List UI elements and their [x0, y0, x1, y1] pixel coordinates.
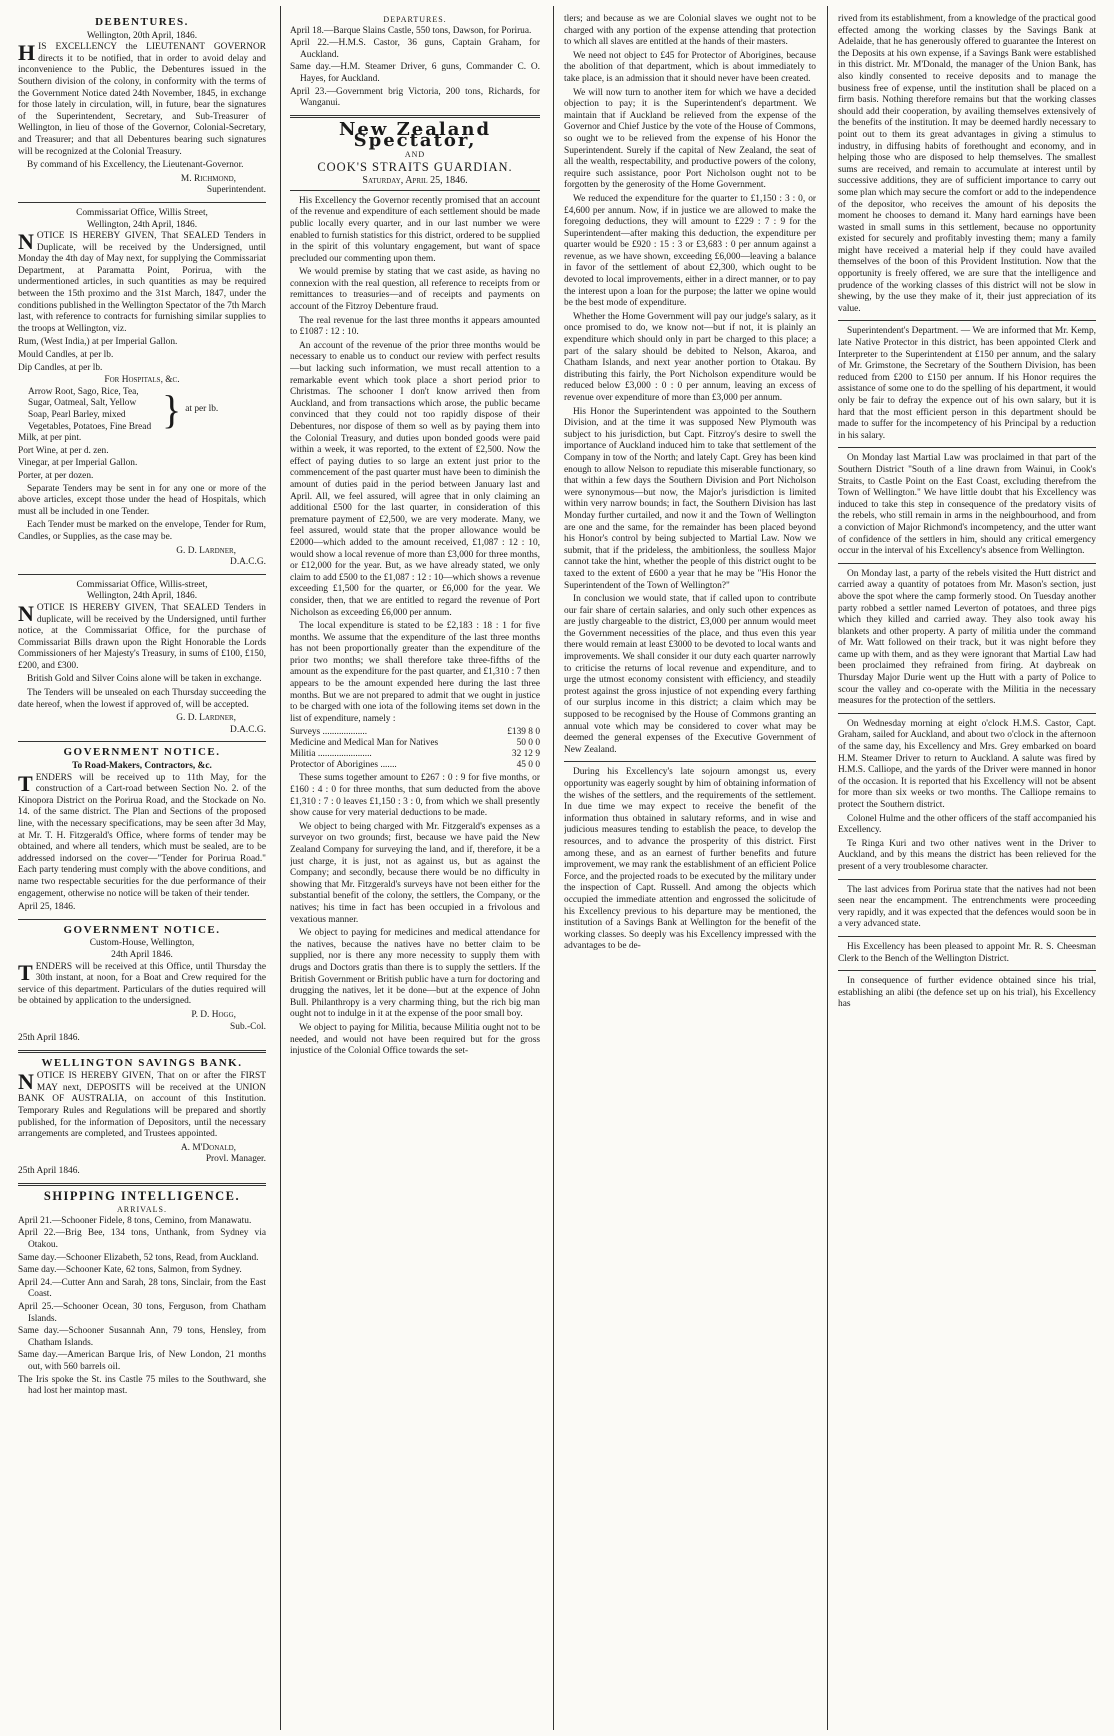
notice-heading: GOVERNMENT NOTICE. — [63, 923, 221, 936]
divider — [18, 1183, 266, 1186]
column-3 — [564, 14, 816, 1726]
divider — [290, 190, 540, 191]
masthead-title: New Zealand Spectator, — [338, 118, 492, 152]
column-4 — [838, 14, 1096, 1726]
arrival-entry: April 21.—Schooner Fidele, 8 tons, Cemino, from Manawatu. — [18, 1215, 252, 1226]
departure-entry: Same day.—H.M. Steamer Driver, 6 guns, Commander C. O. Hayes, for Auckland. — [290, 62, 540, 84]
notice-body: OTICE IS HEREBY GIVEN, That on or after the FIRST MAY next, DEPOSITS will be received at the UNION BANK OF AUSTRALIA, on account of this Institution. Temporary Rules and Regulations will be prepared and shortly published, for the information of Depositors, until the necessary arrangements are completed, and Trustees appointed. — [18, 1071, 266, 1140]
supply-item: Port Wine, at per d. zen. — [18, 445, 109, 456]
departure-entry: April 23.—Government brig Victoria, 200 tons, Richards, for Wanganui. — [290, 86, 540, 109]
column-rule — [827, 6, 828, 1730]
divider — [838, 879, 1096, 880]
editorial-paragraph: rived from its establishment, from a knowledge of the practical good effected among the working classes by the Savings Bank at Adelaide, that he has generously offered to guarantee the Interest on the Deposits at his own expense, if a Savings Bank were established in this district. Mr. M'Donald, the manager of the Union Bank, has also kindly consented to receive deposits and to manage the business free of expense, until the institution shall be placed on a firm basis. Nothing therefore remains but that the working classes should add their cooperation, by availing themselves extensively of the benefits of the institution. It may be deemed hardly necessary to point out to them its great advantages in giving a stimulus to industry, in diffusing habits of forethought and economy, and in helping those who are disposed to help themselves. The smallest sums are received, and remain to accumulate at interest until by successive additions, they are of sufficient importance to carry out some plan which may secure the comfort or add to the independence of the depositor, who receives the amount of his deposits the moment he chooses to demand it. Many hard earnings have been wasted in small sums in this settlement, because no opportunity existed for securely and profitably investing them; many a family might have received a material help if they could have availed themselves of the boon of this Provident Institution. Now that the opportunity is freely offered, we are sure that the intelligence and prudence of the working classes of this district will not be slow in shewing, by the use they make of it, their just appreciation of its value. — [838, 14, 1096, 314]
expense-row — [290, 727, 540, 738]
notice-body: IS EXCELLENCY the LIEUTENANT GOVERNOR directs it to be notified, that in order to avoid delay and inconvenience to the Public, the Debentures issued in the Southern division of the colony, in conformity with the terms of the Government Notice dated 24th November, 1845, in exchange for those lately in circulation, will, in future, bear the signatures of the Superintendent, Secretary, and Sub-Treasurer of Wellington, in lieu of those of the Governor, Colonial-Secretary, and Treasurer; and that all Debentures bearing such signatures will be recognized at the Colonial Treasury. — [18, 42, 266, 157]
editorial-paragraph: His Honor the Superintendent was appointed to the Southern Division, and at the time it was supposed New Plymouth was subject to his jurisdiction, but Capt. Fitzroy's desire to swell the importance of Auckland induced him to take that settlement of the Company in tow of the North; and lately Capt. Grey has been kind enough to allow Nelson to repudiate this miserable functionary, so that within a few days the Southern Division and Port Nicholson were synonymous—but now, the Major's jurisdiction is limited within very narrow bounds; in fact, the Southern Division has last Monday further curtailed, and now it and the Town of Wellington are one and the same, for the remainder has been placed beyond his Honor's control by being subjected to Martial Law. Now we submit, that if the prideless, the ambitionless, the soulless Major cannot take the hint, whether the people of this district ought to be taxed to the extent of £600 a year that he may be "His Honor the Superintendent of the Town of Wellington?" — [564, 406, 816, 591]
editorial-paragraph: The real revenue for the last three months it appears amounted to £1087 : 12 : 10. — [290, 315, 540, 338]
editorial-paragraph: tlers; and because as we are Colonial slaves we ought not to be charged with any portion of the expense attending that protection to which all slaves are entitled at the hands of their masters. — [564, 14, 816, 48]
editorial-paragraph: Whether the Home Government will pay our judge's salary, as it once promised to do, we know not—but if not, it is plainly an expenditure which should only in part be charged to this place; a part of the salary should be debited to Nelson, Akaroa, and Chatham Islands, and next year another portion to Otakau. By distributing this fairly, the Port Nicholson expenditure would be reduced below £3,000 : 0 : 0 per annum, leaving an excess of revenue over expenditure of more than £3,000 per annum. — [564, 311, 816, 403]
supply-item: Mould Candles, at per lb. — [18, 350, 114, 361]
dateline: Wellington, 24th April, 1846. — [86, 591, 198, 602]
notice-date: 25th April 1846. — [18, 1166, 80, 1177]
hospital-items-list: Arrow Root, Sago, Rice, Tea, Sugar, Oatmeal, Salt, Yellow Soap, Pearl Barley, mixed Vegetables, Potatoes, Fine Bread — [28, 386, 152, 432]
supply-item: Dip Candles, at per lb. — [18, 362, 103, 373]
news-item: The last advices from Porirua state that the natives had not been seen near the encampment. The entrenchments were proceeding very rapidly, and it was expected that the defences would soon be in a very advanced state. — [838, 884, 1096, 930]
editorial-paragraph: During his Excellency's late sojourn amongst us, every opportunity was eagerly sought by him of obtaining information of the wishes of the settlers, and the requirements of the settlement. In due time we may expect to receive the benefit of the information thus obtained in salutary reforms, and in wise and judicious measures tending to establish the peace, to develop the resources, and to advance the prosperity of this district. First among these, and as an earnest of further benefits and future improvement, we may rank the establishment of an efficient Police Force, and the projected roads to be executed by the military under the inspection of Capt. Russell. And among the objects which occupied the immediate attention and engrossed the solicitude of his Excellency previous to his departure may be mentioned, the institution of a Savings Bank at Wellington for the benefit of the working classes. So deeply was his Excellency impressed with the advantages to be de- — [564, 767, 816, 952]
expense-amount: 32 12 9 — [511, 749, 540, 760]
shipping-intelligence — [18, 1188, 266, 1398]
divider — [18, 741, 266, 742]
notice-body: Separate Tenders may be sent in for any one or more of the above articles, except those under the head of Hospitals, which must all be included in one Tender. — [18, 483, 266, 517]
address: Commissariat Office, Willis-street, — [76, 579, 208, 590]
commissariat-notice-2 — [18, 580, 266, 737]
notice-heading: WELLINGTON SAVINGS BANK. — [41, 1056, 243, 1069]
expense-row — [290, 760, 540, 771]
divider — [290, 115, 540, 118]
arrival-entry: The Iris spoke the St. ins Castle 75 miles to the Southward, she had lost her maintop mast. — [18, 1374, 266, 1397]
divider — [18, 574, 266, 575]
expense-label: Militia ....................... — [290, 749, 372, 760]
expense-amount: 45 0 0 — [516, 760, 540, 771]
notice-body: OTICE IS HEREBY GIVEN, That SEALED Tenders in duplicate, will be received by the Undersigned, until further notice, at the Commissariat Office, for the purchase of Commissariat Bills drawn upon the Right Honorable the Lords Commissioners of her Majesty's Treasury, in sums of £100, £150, £200, and £300. — [18, 602, 266, 671]
signature-title: Provl. Manager. — [205, 1154, 266, 1165]
news-item: On Monday last, a party of the rebels visited the Hutt district and carried away a quantity of potatoes from Mr. Mason's section, just above the spot where the camp formerly stood. On Tuesday another party robbed a settler named Leverton of potatoes, and three pigs which they killed and carried away. They also took away his blankets and other property. A party of militia under the command of Mr. Watt followed on their track, but it was night before they came up with them, and as they were ignorant that Martial Law had been proclaimed they refrained from firing. At daybreak on Thursday Major Durie went up the Hutt with a party of Police to scour the valley and co-operate with the Militia in the necessary measures for the protection of the settlers. — [838, 568, 1096, 707]
supply-item: Rum, (West India,) at per Imperial Gallon. — [18, 337, 178, 348]
commissariat-notice-1 — [18, 208, 266, 569]
expense-label: Protector of Aborigines ....... — [290, 760, 397, 771]
expense-label: Medicine and Medical Man for Natives — [290, 738, 439, 749]
notice-subheading: To Road-Makers, Contractors, &c. — [72, 761, 212, 772]
notice-heading: GOVERNMENT NOTICE. — [63, 746, 221, 759]
government-notice-roads — [18, 747, 266, 913]
news-item: Te Ringa Kuri and two other natives went in the Driver to Auckland, and by this means the district has been relieved for the present of a very troublesome character. — [838, 838, 1096, 872]
editorial-paragraph: We object to paying for Militia, because Militia ought not to be needed, and would not have been required but for the gross injustice of the Colonial Office towards the set- — [290, 1022, 540, 1057]
divider — [18, 202, 266, 203]
savings-bank-notice — [18, 1058, 266, 1178]
drop-cap: T — [18, 770, 33, 796]
column-rule — [553, 6, 554, 1730]
signature-name: G. D. Lardner, — [176, 545, 236, 556]
hospitals-heading: For Hospitals, &c. — [104, 375, 180, 386]
editorial-paragraph: We will now turn to another item for which we have a decided objection to pay; it is the Superintendent's department. We maintain that if Auckland be relieved from the expense of the Governor and Chief Justice by the vote of the House of Commons, so ought we to be relieved from the expense of his Honor the Superintendent. Surely if the capital of New Zealand, the seat of all the wealth, respectability, and productive powers of the colony, require such assistance, poor Port Nicholson ought not to be forgotten by the generosity of the Home Government. — [564, 87, 816, 191]
drop-cap: H — [18, 40, 36, 66]
editorial-paragraph: We would premise by stating that we cast aside, as having no connexion with the real question, all reference to receipts from or remittances to treasuries—and of receipts and payments on account of the Fitzroy Debenture fraud. — [290, 267, 540, 313]
hospital-items — [18, 387, 266, 433]
arrival-entry: Same day.—American Barque Iris, of New London, 21 months out, with 560 barrels oil. — [18, 1350, 266, 1372]
news-item: On Wednesday morning at eight o'clock H.M.S. Castor, Capt. Graham, sailed for Auckland, and about two o'clock in the afternoon of the same day, his Excellency and Mrs. Grey embarked on board H.M. Steamer Driver to return to Auckland. A salute was fired by H.M.S. Calliope, and the yards of the Driver were manned in honor of the occasion. It is reported that his Excellency will not be absent for more than six weeks or two months. The Calliope remains to protect the Southern district. — [838, 718, 1096, 810]
notice-body: British Gold and Silver Coins alone will be taken in exchange. — [27, 674, 262, 685]
editorial-paragraph: His Excellency the Governor recently promised that an account of the revenue and expenditure of each settlement should be made public locally every quarter, and in our last number we were enabled to furnish statistics for this district, ordered to be supplied in the spirit of this voluntary engagement, but want of space precluded our commenting upon them. — [290, 195, 540, 264]
notice-body: ENDERS will be received at this Office, until Thursday the 30th instant, at noon, for a Boat and Crew required for the service of this department. Particulars of the duties required will be obtained by application to the undersigned. — [18, 961, 266, 1007]
arrival-entry: Same day.—Schooner Susannah Ann, 79 tons, Hensley, from Chatham Islands. — [18, 1326, 266, 1348]
news-item: Colonel Hulme and the other officers of the staff accompanied his Excellency. — [838, 813, 1096, 836]
editorial-paragraph: In conclusion we would state, that if called upon to contribute our fair share of certain salaries, and only such other expences as are justly chargeable to the district, £3,000 per annum would meet the Government necessities of the place, and thus even this year there would remain at least £3000 to be devoted to local wants and improvements. We shall consider it our duty each quarter narrowly to criticise the returns of local revenue and expenditure, and to urge the utmost economy consistent with efficiency, and steadily protest against the gross injustice of not expending every farthing of our surplus income in this district; a claim which may be supposed to be recognised by the House of Commons granting an annual vote which may be considered to cover what may be deemed the general expenses of the Executive Government of New Zealand. — [564, 594, 816, 755]
masthead-date: Saturday, April 25, 1846. — [362, 175, 468, 187]
dateline: Wellington, 20th April, 1846. — [86, 30, 198, 41]
arrival-entry: April 22.—Brig Bee, 134 tons, Unthank, from Sydney via Otakou. — [18, 1228, 266, 1250]
divider — [838, 713, 1096, 714]
signature-name: P. D. Hogg, — [191, 1009, 236, 1020]
arrival-entry: April 25.—Schooner Ocean, 30 tons, Ferguson, from Chatham Islands. — [18, 1301, 266, 1324]
notice-command: By command of his Excellency, the Lieutenant-Governor. — [27, 160, 244, 171]
editorial-paragraph: We object to paying for medicines and medical attendance for the natives, because the natives have no better claim to be supplied, nor is there any more necessity to supply them with drugs and Doctors gratis than there is to supply the settlers. If the British Government or British public have a turn for doctoring and drugging the natives, let it be done—but at the expence of John Bull. Philanthropy is a very charming thing, but the rich big man ought not to indulge in it at the expense of the poor small boy. — [290, 928, 540, 1020]
address: Custom-House, Wellington, — [89, 938, 195, 949]
news-item: His Excellency has been pleased to appoint Mr. R. S. Cheesman Clerk to the Bench of the Wellington District. — [838, 941, 1096, 964]
divider — [18, 919, 266, 920]
hospital-rate: at per lb. — [185, 404, 219, 415]
masthead — [290, 118, 540, 187]
news-item: In consequence of further evidence obtained since his trial, establishing an alibi (the defence set up on his trial), his Excellency has — [838, 976, 1096, 1010]
arrival-entry: Same day.—Schooner Kate, 62 tons, Salmon, from Sydney. — [18, 1265, 242, 1276]
address: Commissariat Office, Willis Street, — [76, 207, 208, 218]
shipping-heading: SHIPPING INTELLIGENCE. — [43, 1188, 241, 1203]
dateline: Wellington, 24th April, 1846. — [86, 219, 198, 230]
departure-entry: April 18.—Barque Slains Castle, 550 tons, Dawson, for Porirua. — [290, 25, 532, 36]
departure-entry: April 22.—H.M.S. Castor, 36 guns, Captain Graham, for Auckland. — [290, 38, 540, 60]
notice-body: ENDERS will be received up to 11th May, for the construction of a Cart-road between Section No. 2. of the Kinopora District on the Porirua Road, and the Stockade on No. 14. of the same district. The Plan and Sections of the proposed line, with the necessary specifications, may be seen after 3d May, at Mr. T. H. Fitzgerald's Office, where forms of tender may be obtained, and where all tenders, which must be sealed, are to be addressed indorsed on the cover—"Tender for Porirua Road." Each party tendering must comply with the above conditions, and name two respectable securities for the due performance of their engagement, otherwise no notice will be taken of their tender. — [18, 772, 266, 899]
column-rule — [280, 6, 281, 1730]
divider — [838, 447, 1096, 448]
notice-body: OTICE IS HEREBY GIVEN, That SEALED Tenders in Duplicate, will be received by the Undersigned, until Monday the 4th day of May next, for supplying the Commissariat Department, at Paramatta Point, Porirua, with the undermentioned articles, in such quantities as may be required between the 15th proximo and the 31st March, 1847, under the conditions published in the Wellington Spectator of the 7th March last, with reference to contracts for furnishing similar supplies to the troops at Wellington, viz. — [18, 231, 266, 334]
arrival-entry: April 24.—Cutter Ann and Sarah, 28 tons, Sinclair, from the East Coast. — [18, 1277, 266, 1300]
column-1 — [18, 14, 266, 1726]
divider — [18, 1050, 266, 1053]
arrivals-label: ARRIVALS. — [117, 1205, 167, 1215]
drop-cap: N — [18, 600, 34, 626]
drop-cap: N — [18, 1069, 34, 1095]
column-2 — [290, 14, 540, 1726]
notice-date: April 25, 1846. — [18, 902, 76, 913]
brace-glyph: } — [162, 387, 182, 432]
expense-label: Surveys ................... — [290, 727, 368, 738]
government-notice-customs — [18, 925, 266, 1045]
expenses-table — [290, 727, 540, 771]
debentures-notice — [18, 17, 266, 197]
signature-name: M. Richmond, — [180, 173, 236, 184]
expense-row — [290, 749, 540, 760]
divider — [838, 970, 1096, 971]
signature-title: Sub.-Col. — [230, 1021, 266, 1032]
editorial-paragraph: We reduced the expenditure for the quarter to £1,150 : 3 : 0, or £4,600 per annum. Now, if in justice we are allowed to make the foregoing deductions, they will amount to £229 : 7 : 9 for the Superintendent—after making this deduction, the expenditure per quarter would be £920 : 15 : 3 or £3,683 : 0 per annum against a revenue, as we have shown, exceeding £6,000—leaving a balance in favor of the settlement of about £2,300, which ought to be devoted to local improvements, either in a direct manner, or to pay the interest upon a loan for the purpose; the latter we opine would be the best mode of expenditure. — [564, 193, 816, 309]
dateline: 24th April 1846. — [111, 949, 173, 960]
editorial-paragraph: We object to being charged with Mr. Fitzgerald's expenses as a surveyor on two grounds; first, because we have paid the New Zealand Company for surveying the land, and if, therefore, it be a just charge, it is just, not as against us, but as against the Company; and secondly, because there would be no difficulty in showing that Mr. Fitzgerald's surveys have not been either for the substantial benefit of the colony, the settlers, the Company, or the natives; his time in fact has been occupied in a frivolous and vexatious manner. — [290, 821, 540, 925]
signature-name: A. M'Donald, — [180, 1142, 236, 1153]
signature-name: G. D. Lardner, — [176, 713, 236, 724]
divider — [838, 320, 1096, 321]
notice-body: The Tenders will be unsealed on each Thursday succeeding the date hereof, when the lowest if approved of, will be accepted. — [18, 688, 266, 710]
signature-title: D.A.C.G. — [230, 724, 266, 735]
departures-label: DEPARTURES. — [383, 15, 447, 24]
signature-title: Superintendent. — [206, 185, 266, 196]
notice-body: Each Tender must be marked on the envelope, Tender for Rum, Candles, or Supplies, as the case may be. — [18, 520, 266, 542]
supply-item: Milk, at per pint. — [18, 433, 82, 444]
divider — [564, 761, 816, 762]
masthead-subtitle: COOK'S STRAITS GUARDIAN. — [317, 159, 513, 174]
drop-cap: T — [18, 959, 33, 985]
news-item: On Monday last Martial Law was proclaimed in that part of the Southern District "South of a line drawn from Wainui, in Cook's Straits, to Castle Point on the East Coast, excluding therefrom the Town of Wellington." We have little doubt that his Excellency was induced to take this step in consequence of the predatory visits of the rebels, who still remain in arms in the neighbourhood, and from a conviction of Major Richmond's incompetency, and the utter want of confidence of the settlers in him, should any critical emergency occur in the interval of his Excellency's absence from Wellington. — [838, 453, 1096, 557]
masthead-and: AND — [404, 149, 426, 159]
expense-amount: £139 8 0 — [507, 727, 540, 738]
supply-item: Vinegar, at per Imperial Gallon. — [18, 458, 138, 469]
arrival-entry: Same day.—Schooner Elizabeth, 52 tons, Read, from Auckland. — [18, 1252, 259, 1263]
notice-date: 25th April 1846. — [18, 1033, 80, 1044]
divider — [838, 936, 1096, 937]
editorial-paragraph: These sums together amount to £267 : 0 : 9 for five months, or £160 : 4 : 0 for three months, that sum deducted from the above £1,310 : 7 : 0 leaves £1,150 : 3 : 0, from which we shall presently show cause for very material deductions to be made. — [290, 773, 540, 819]
divider — [838, 563, 1096, 564]
editorial-paragraph: We need not object to £45 for Protector of Aborigines, because the abolition of that department, which is about immediately to take place, is an admission that it should never have been created. — [564, 50, 816, 84]
editorial-paragraph: The local expenditure is stated to be £2,183 : 18 : 1 for five months. We assume that the expenditure of the last three months has not been proportionally greater than the expenditure of the prior two months; we shall therefore take three-fifths of the amount as the expenditure for the past quarter, and £1,310 : 7 then appears to be the amount expended here during the last three months. But we are not prepared to admit that we ought in justice to be charged with one iota of the following items set down in the list of expenditure, namely : — [290, 621, 540, 724]
editorial-paragraph: An account of the revenue of the prior three months would be necessary to enable us to conduct our review with perfect results—but lacking such information, we must recall attention to a remarkable event which took place a short period prior to Christmas. The schooner I don't know arrived then from Auckland, and from transactions which arose, the public became convinced that they could not too rapidly dispose of their Debentures, nor dispose of them so well as by paying them into the Colonial Treasury, and duties upon bonded goods were paid within a week, it was reported, to the extent of £2,500. Now the effect of paying duties to so large an extent just prior to the commencement of the past quarter must have been to diminish the amount of duties paid in the period between January last and April. All, we feel assured, will agree that in only claiming an additional £500 for the last quarter, in consideration of this premature payment of £2,500, we are very moderate. Many, we feel assured, would state that the proper allowance would be £2000—which added to the amount received, £1,087 : 12 : 10, would show a local revenue of more than £3,000 for three months, or £12,000 for the year. But, as we have already stated, we only claim to add £500 to the £1,087 : 12 : 10—which shows a revenue exceeding £1,500 for the quarter, or £6,000 for the year. We consider, then, that we are entitled to regard the revenue of Port Nicholson as exceeding £6,000 per annum. — [290, 340, 540, 618]
news-item: Superintendent's Department. — We are informed that Mr. Kemp, late Native Protector in this district, has been appointed Clerk and Interpreter to the Superintendent at £150 per annum, and the salary of Mr. Grimstone, the Secretary of the Southern Division, has been reduced from £200 to £150 per annum. If his Honor requires the assistance of some one to do the spelling of his department, it would only be fair to defray the expence out of his own salary, but it is hard that the most efficient person in this department should be made to suffer for the incompetency of his Principal by a reduction in his salary. — [838, 326, 1096, 441]
debentures-heading: DEBENTURES. — [95, 16, 189, 28]
expense-row — [290, 738, 540, 749]
drop-cap: N — [18, 229, 34, 255]
signature-title: D.A.C.G. — [230, 557, 266, 568]
expense-amount: 50 0 0 — [516, 738, 540, 749]
supply-item: Porter, at per dozen. — [18, 470, 94, 481]
